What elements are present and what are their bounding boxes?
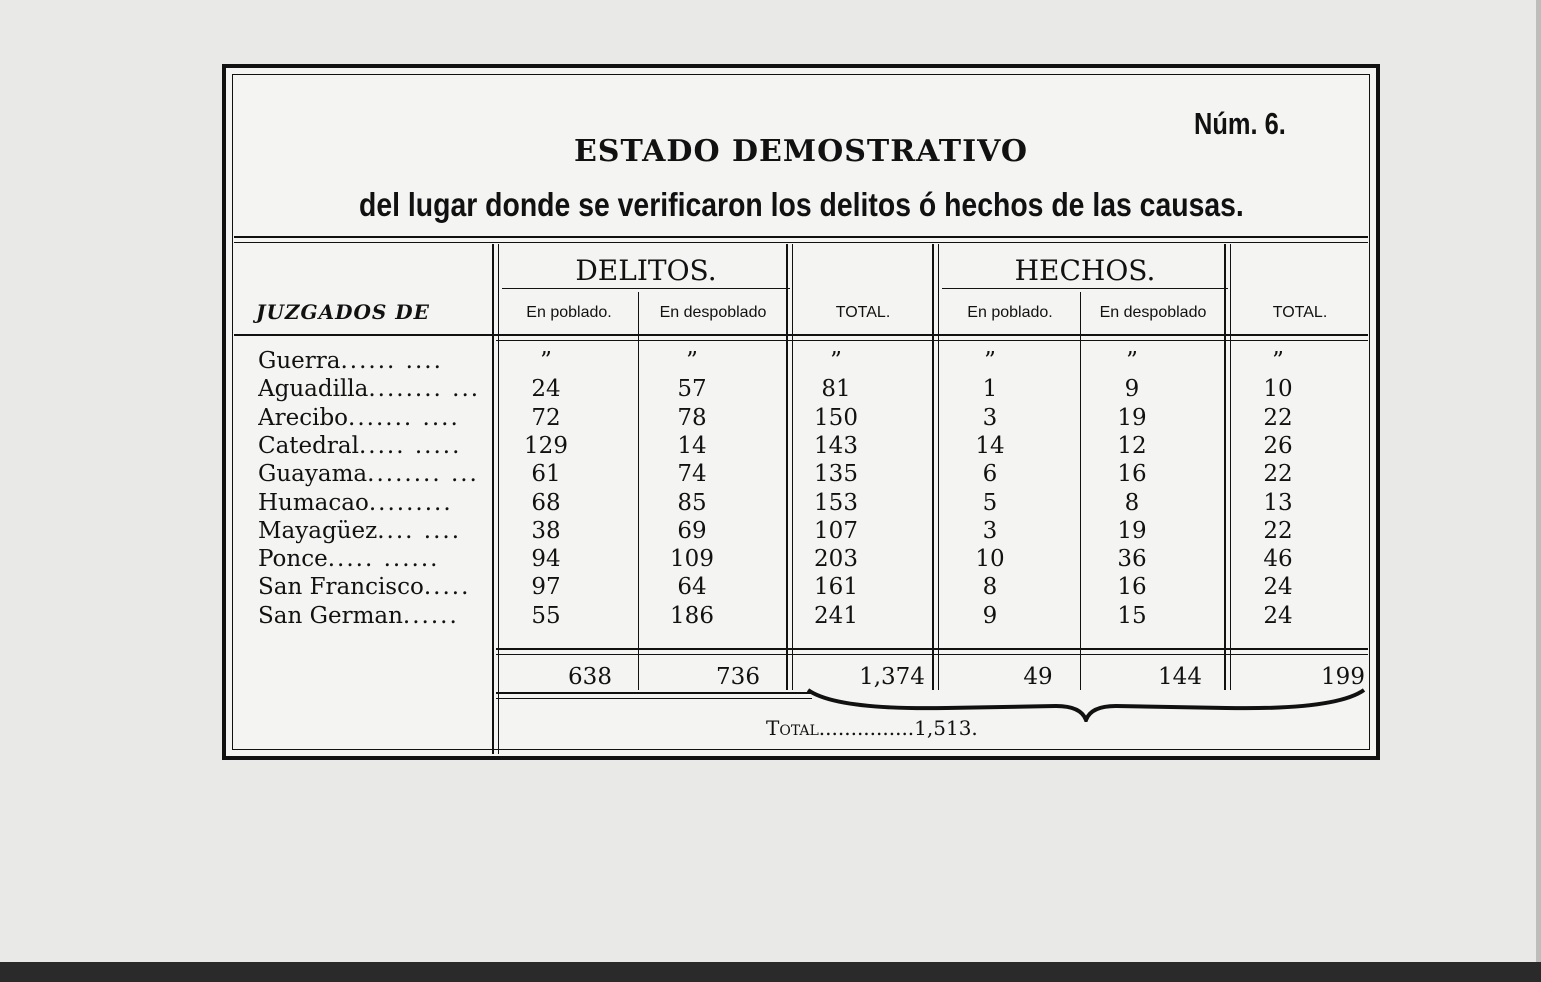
table-cell: 46 <box>1263 546 1293 573</box>
table-cell: 38 <box>531 517 561 544</box>
table-cell: 24 <box>1263 602 1293 629</box>
table-cell: 6 <box>982 461 998 488</box>
col-header-hechos-poblado: En poblado. <box>967 304 1053 321</box>
row-name-text: Humacao <box>258 489 369 516</box>
table-cell: 24 <box>1263 574 1293 601</box>
table-cell: 1 <box>982 376 998 403</box>
total-hechos-total: 199 <box>1321 664 1365 690</box>
table-cell: 153 <box>814 489 858 516</box>
row-header-label: JUZGADOS DE <box>256 300 430 324</box>
table-cell: 161 <box>814 574 858 601</box>
table-cell: 16 <box>1117 574 1147 601</box>
table-cell: ” <box>686 348 698 374</box>
col-header-delitos-total: TOTAL. <box>835 304 891 321</box>
table-cell: 36 <box>1117 546 1147 573</box>
totals-bottom-rule <box>496 692 812 694</box>
table-cell: 57 <box>677 376 707 403</box>
table-row <box>226 490 1366 518</box>
table-cell: 3 <box>982 404 998 431</box>
table-cell: 61 <box>531 461 561 488</box>
total-delitos-poblado: 638 <box>568 664 612 690</box>
table-cell: 72 <box>531 404 561 431</box>
row-leader-dots: .... .... <box>377 517 462 544</box>
row-leader-dots: ..... <box>423 574 471 601</box>
table-row <box>226 376 1366 404</box>
table-row <box>226 518 1366 546</box>
row-name <box>258 405 488 431</box>
table-cell: 85 <box>677 489 707 516</box>
total-delitos-despoblado: 736 <box>716 664 760 690</box>
row-name-text: Ponce <box>258 546 328 573</box>
row-name <box>258 461 488 487</box>
document-subtitle-text: del lugar donde se verificaron los delitos ó hechos de las causas. <box>358 186 1244 223</box>
page-side-edge <box>1536 0 1541 982</box>
document-title: ESTADO DEMOSTRATIVO <box>573 134 1029 169</box>
table-cell: 24 <box>531 376 561 403</box>
table-cell: ” <box>830 348 842 374</box>
table-cell: 14 <box>975 432 1005 459</box>
row-name-text: San Francisco <box>258 574 424 601</box>
row-name <box>258 490 488 516</box>
row-leader-dots: ......... <box>368 489 453 516</box>
table-cell: 22 <box>1263 404 1293 431</box>
table-row <box>226 461 1366 489</box>
row-name <box>258 546 488 572</box>
row-leader-dots: ..... ...... <box>327 546 440 573</box>
table-cell: 81 <box>821 376 851 403</box>
grand-total <box>766 716 978 740</box>
table-cell: 9 <box>1124 376 1140 403</box>
table-row <box>226 574 1366 602</box>
total-hechos-despoblado: 144 <box>1158 664 1202 690</box>
table-row <box>226 433 1366 461</box>
table-cell: 10 <box>1263 376 1293 403</box>
row-name-text: Arecibo <box>258 404 349 431</box>
table-row <box>226 546 1366 574</box>
table-row <box>226 603 1366 631</box>
col-header-delitos-despoblado: En despoblado <box>659 304 767 321</box>
total-hechos-poblado: 49 <box>1023 664 1053 690</box>
row-name <box>258 376 488 402</box>
table-cell: 203 <box>814 546 858 573</box>
total-delitos-total: 1,374 <box>859 664 925 690</box>
row-leader-dots: ....... .... <box>348 404 460 431</box>
table-cell: 94 <box>531 546 561 573</box>
table-cell: 15 <box>1117 602 1147 629</box>
row-name-text: Guerra <box>258 348 341 374</box>
row-leader-dots: ........ ... <box>367 461 479 488</box>
row-name <box>258 348 488 374</box>
table-cell: 69 <box>677 517 707 544</box>
table-cell: 12 <box>1117 432 1147 459</box>
table-cell: 8 <box>1124 489 1140 516</box>
row-name <box>258 433 488 459</box>
table-row <box>226 405 1366 433</box>
col-header-hechos-despoblado: En despoblado <box>1099 304 1207 321</box>
column-header-rule <box>234 334 1368 336</box>
table-cell: 19 <box>1117 517 1147 544</box>
row-name-text: Catedral <box>258 432 359 459</box>
table-cell: 97 <box>531 574 561 601</box>
table-cell: 64 <box>677 574 707 601</box>
row-name <box>258 518 488 544</box>
table-cell: 186 <box>670 602 714 629</box>
table-cell: 109 <box>670 546 714 573</box>
table-cell: 26 <box>1263 432 1293 459</box>
delitos-group-rule <box>502 288 790 289</box>
number-label: Núm. 6. <box>1194 106 1286 141</box>
totals-bottom-rule-2 <box>496 698 812 699</box>
table-cell: 16 <box>1117 461 1147 488</box>
table-cell: 19 <box>1117 404 1147 431</box>
table-cell: 8 <box>982 574 998 601</box>
row-name-text: Aguadilla <box>258 376 369 403</box>
document-subtitle <box>226 186 1376 224</box>
table-cell: ” <box>1126 348 1138 374</box>
table-cell: 14 <box>677 432 707 459</box>
page-bottom-edge <box>0 962 1541 982</box>
row-leader-dots: ...... .... <box>340 348 443 374</box>
table-cell: 129 <box>524 432 568 459</box>
hechos-group-rule <box>942 288 1228 289</box>
table-cell: ” <box>984 348 996 374</box>
row-name-text: San German <box>258 602 403 629</box>
row-leader-dots: ..... ..... <box>358 432 462 459</box>
table-cell: 107 <box>814 517 858 544</box>
group-header-delitos: DELITOS. <box>575 254 717 287</box>
row-name-text: Mayagüez <box>258 517 378 544</box>
table-cell: 135 <box>814 461 858 488</box>
table-cell: 22 <box>1263 461 1293 488</box>
table-cell: ” <box>540 348 552 374</box>
header-rule-top-2 <box>234 242 1368 243</box>
table-cell: 68 <box>531 489 561 516</box>
group-header-hechos: HECHOS. <box>1014 254 1156 287</box>
table-cell: 74 <box>677 461 707 488</box>
table-cell: 55 <box>531 602 561 629</box>
grand-total-dots: ............... <box>818 716 915 740</box>
table-frame <box>222 64 1380 760</box>
table-cell: 3 <box>982 517 998 544</box>
table-cell: 78 <box>677 404 707 431</box>
row-name <box>258 603 488 629</box>
table-cell: 9 <box>982 602 998 629</box>
col-header-delitos-poblado: En poblado. <box>526 304 612 321</box>
table-cell: 10 <box>975 546 1005 573</box>
header-rule-top <box>234 236 1368 238</box>
table-cell: 13 <box>1263 489 1293 516</box>
col-header-hechos-total: TOTAL. <box>1272 304 1328 321</box>
table-cell: 241 <box>814 602 858 629</box>
table-row <box>226 348 1366 376</box>
table-cell: 22 <box>1263 517 1293 544</box>
row-leader-dots: ...... <box>402 602 459 629</box>
row-name <box>258 574 488 600</box>
table-cell: 150 <box>814 404 858 431</box>
table-cell: ” <box>1272 348 1284 374</box>
table-cell: 5 <box>982 489 998 516</box>
table-cell: 143 <box>814 432 858 459</box>
grand-total-label: Total <box>766 716 819 740</box>
grand-total-value: 1,513. <box>914 716 978 740</box>
row-name-text: Guayama <box>258 461 368 488</box>
row-leader-dots: ........ ... <box>368 376 481 403</box>
